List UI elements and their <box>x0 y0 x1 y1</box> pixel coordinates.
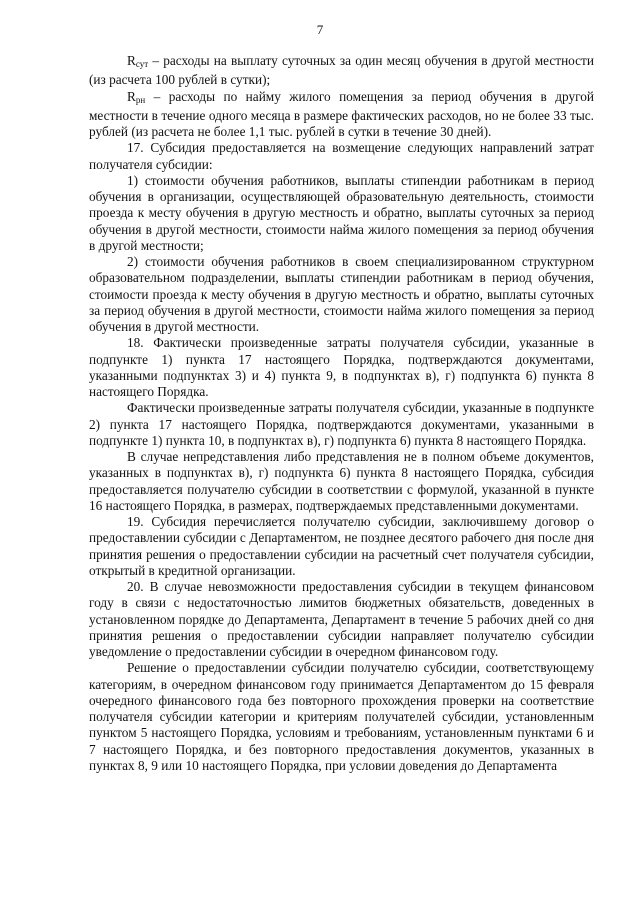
paragraph-18-part-3: В случае непредставления либо представления не в полном объеме документов, указанных в подпунктах в), г) подпункта 6) пункта 8 настоящего Порядка, субсидия предоставляется получателю субсидии в соответствии с формулой, указанной в пункте 16 настоящего Порядка, в размерах, подтверждаемых представленными документами. <box>89 449 594 513</box>
definition-r-rn <box>89 89 594 141</box>
symbol: R <box>127 88 136 104</box>
paragraph-17-item-2: 2) стоимости обучения работников в своем специализированном структурном образовательном подразделении, выплаты стипендии работникам в период обучения, стоимости проезда к месту обучения в другую местность и обратно, выплаты суточных за период обучения в другой местности, стоимости найма жилого помещения за период обучения в другой местности. <box>89 254 594 334</box>
symbol-subscript: сут <box>135 59 149 69</box>
definition-text: – расходы на выплату суточных за один месяц обучения в другой местности (из расчета 100 рублей в сутки); <box>89 53 594 88</box>
document-body <box>89 53 594 774</box>
symbol-subscript: рн <box>135 94 146 105</box>
paragraph-17: 17. Субсидия предоставляется на возмещение следующих направлений затрат получателя субсидии: <box>89 140 594 172</box>
page-number: 7 <box>316 22 324 37</box>
paragraph-18-part-2: Фактически произведенные затраты получателя субсидии, указанные в подпункте 2) пункта 17 настоящего Порядка, подтверждаются документами, указанными в подпункте 1) пункта 10, в подпунктах в), г) подпункта 6) пункта 8 настоящего Порядка. <box>89 400 594 448</box>
paragraph-18: 18. Фактически произведенные затраты получателя субсидии, указанные в подпункте 1) пункта 17 настоящего Порядка, подтверждаются документами, указанными подпунктах 3) и 4) пункта 9, в подпунктах в), г) подпункта 6) пункта 8 настоящего Порядка. <box>89 335 594 399</box>
paragraph-19: 19. Субсидия перечисляется получателю субсидии, заключившему договор о предоставлении субсидии с Департаментом, не позднее десятого рабочего дня после дня принятия решения о предоставлении субсидии на расчетный счет получателя субсидии, открытый в кредитной организации. <box>89 514 594 578</box>
paragraph-20: 20. В случае невозможности предоставления субсидии в текущем финансовом году в связи с недостаточностью лимитов бюджетных обязательств, доведенных в установленном порядке до Департамента, Департамент в течение 5 рабочих дней со дня принятия решения о предоставлении субсидии направляет получателю субсидии уведомление о предоставлении субсидии в очередном финансовом году. <box>89 579 594 659</box>
definition-text: – расходы по найму жилого помещения за период обучения в другой местности в течение одного месяца в размере фактических расходов, но не более 33 тыс. рублей (из расчета не более 1,1 тыс. рублей в сутки в течение 30 дней). <box>89 88 594 139</box>
paragraph-17-item-1: 1) стоимости обучения работников, выплаты стипендии работникам в период обучения в организации, осуществляющей образовательную деятельность, стоимости проезда к месту обучения в другую местность и обратно, выплаты суточных за период обучения в другой местности, стоимости найма жилого помещения за период обучения в другой местности; <box>89 172 594 253</box>
paragraph-20-part-2: Решение о предоставлении субсидии получателю субсидии, соответствующему категориям, в очередном финансовом году принимается Департаментом до 15 февраля очередного финансового года без повторного прохождения проверки на соответствие получателя субсидии категории и критериям получателей субсидии, установленным пунктом 5 настоящего Порядка, условиям и требованиям, установленным пунктами 6 и 7 настоящего Порядка, и без повторного предоставления документов, указанных в пунктах 8, 9 или 10 настоящего Порядка, при условии доведения до Департамента <box>89 660 594 773</box>
definition-r-sut <box>89 53 594 89</box>
symbol: R <box>127 53 136 68</box>
